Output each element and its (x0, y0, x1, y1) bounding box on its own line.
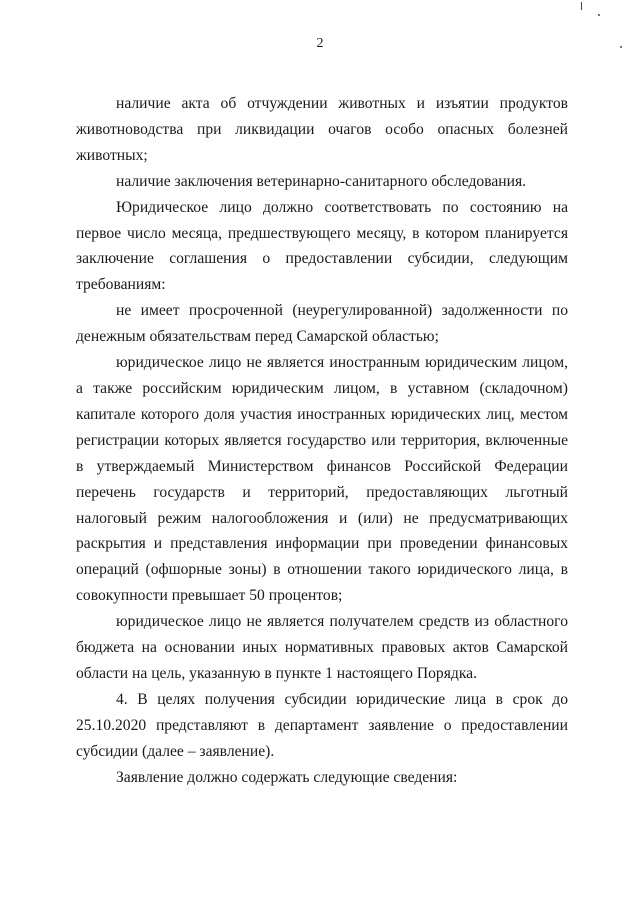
paragraph-2: наличие заключения ветеринарно-санитарного обследования. (116, 172, 527, 190)
scan-dot-top-right (598, 14, 600, 16)
page-number: 2 (316, 36, 324, 51)
paragraph-5: юридическое лицо не является иностранным юридическим лицом, а также российским юридическим лицом, в уставном (складочном) капитале которого доля участия иностранных юридических лиц, местом регистрации которых является государство или территория, включенные в утверждаемый Министерством финансов Российской Федерации перечень государств и территорий, предоставляющих льготный налоговый режим налогообложения и (или) не предусматривающих раскрытия и представления информации при проведении финансовых операций (офшорные зоны) в отношении такого юридического лица, в совокупности превышает 50 процентов; (76, 354, 568, 605)
paragraph-6: юридическое лицо не является получателем средств из областного бюджета на основании иных нормативных правовых актов Самарской области на цель, указанную в пункте 1 настоящего Порядка. (76, 613, 568, 682)
document-body (76, 91, 568, 790)
paragraph-3: Юридическое лицо должно соответствовать по состоянию на первое число месяца, предшествующего месяцу, в котором планируется заключение соглашения о предоставлении субсидии, следующим требованиям: (76, 198, 568, 294)
paragraph-8: Заявление должно содержать следующие сведения: (116, 768, 458, 786)
scan-mark-top (581, 2, 582, 10)
scan-dot-right (620, 46, 622, 48)
paragraph-1: наличие акта об отчуждении животных и изъятии продуктов животноводства при ликвидации очагов особо опасных болезней животных; (76, 95, 568, 164)
paragraph-4: не имеет просроченной (неурегулированной) задолженности по денежным обязательствам перед Самарской областью; (76, 302, 568, 346)
paragraph-7: 4. В целях получения субсидии юридические лица в срок до 25.10.2020 представляют в департамент заявление о предоставлении субсидии (далее – заявление). (76, 690, 568, 760)
